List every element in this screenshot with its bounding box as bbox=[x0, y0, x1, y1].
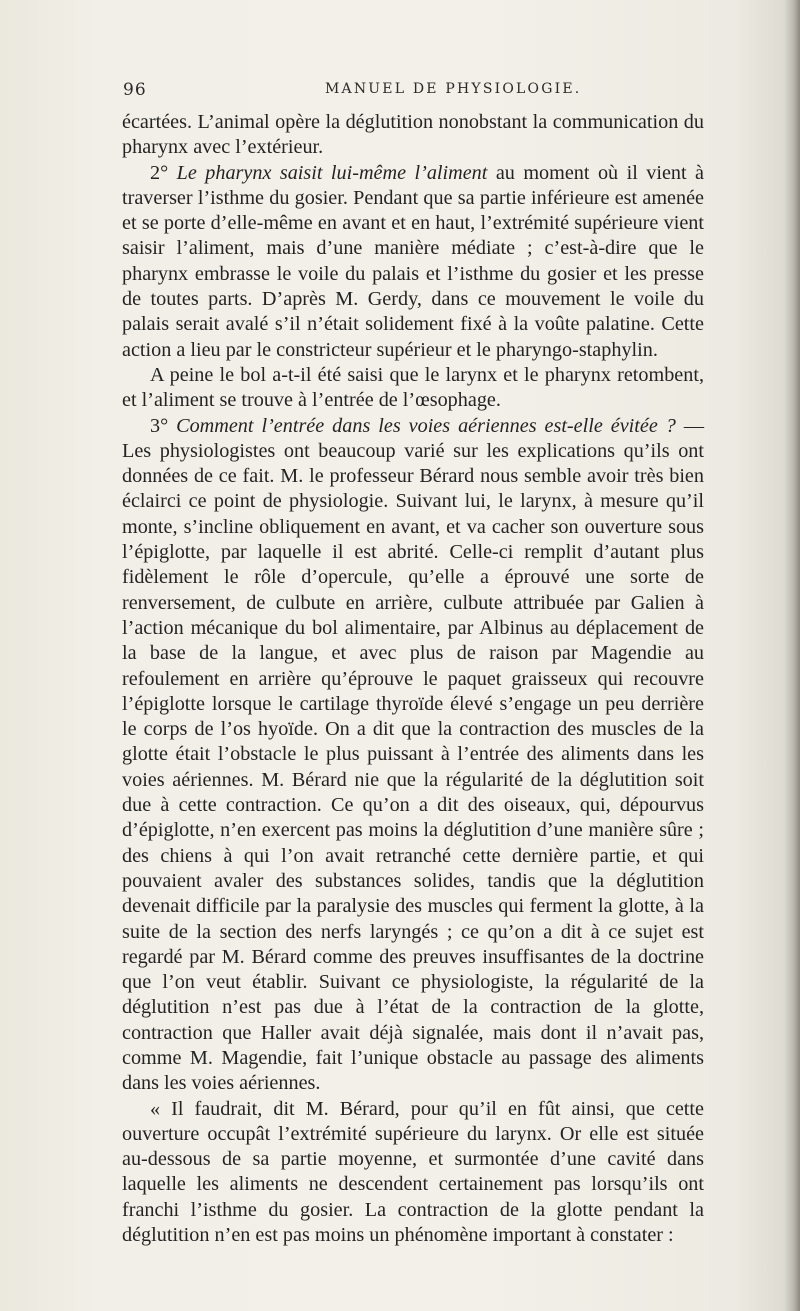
body-text bbox=[122, 110, 704, 1248]
paragraph-2-text: au moment où il vient à traverser l’isthme du gosier. Pendant que sa partie inférieure est amenée et se porte d’elle-même en avant et en haut, l’extrémité supérieure vient saisir l’aliment, mais d’une manière médiate ; c’est-à-dire que le pharynx embrasse le voile du palais et l’isthme du gosier et les presse de toutes parts. D’après M. Gerdy, dans ce mouvement le voile du palais serait avalé s’il n’était solidement fixé à la voûte palatine. Cette action a lieu par le constricteur supérieur et le pharyngo-staphylin. bbox=[122, 161, 705, 361]
paragraph-4 bbox=[122, 414, 704, 1097]
paragraph-4-text: — Les physiologistes ont beaucoup varié sur les explications qu’ils ont données de ce fait. M. le professeur Bérard nous semble avoir très bien éclairci ce point de physiologie. Suivant lui, le larynx, à mesure qu’il monte, s’incline obliquement en avant, et va cacher son ouverture sous l’épiglotte, par laquelle il est abrité. Celle-ci remplit d’autant plus fidèlement le rôle d’opercule, qu’elle a éprouvé une sorte de renversement, de culbute en arrière, culbute attribuée par Galien à l’action mécanique du bol alimentaire, par Albinus au déplacement de la base de la langue, et avec plus de raison par Magendie au refoulement en arrière qu’éprouve le paquet graisseux qui recouvre l’épiglotte lorsque le cartilage thyroïde élevé s’engage un peu derrière le corps de l’os hyoïde. On a dit que la contraction des muscles de la glotte était l’obstacle le plus puissant à l’entrée des aliments dans les voies aériennes. M. Bérard nie que la régularité de la déglutition soit due à cette contraction. Ce qu’on a dit des oiseaux, qui, dépourvus d’épiglotte, n’en exercent pas moins la déglutition d’une manière sûre ; des chiens à qui l’on avait retranché cette dernière partie, et qui pouvaient avaler des substances solides, tandis que la déglutition devenait difficile par la paralysie des muscles qui ferment la glotte, à la suite de la section des nerfs laryngés ; ce qu’on a dit à ce sujet est regardé par M. Bérard comme des preuves insuffisantes de la doctrine que l’on veut établir. Suivant ce physiologiste, la régularité de la déglutition n’est pas due à l’état de la contraction de la glotte, contraction que Haller avait déjà signalée, mais dont il n’avait pas, comme M. Magendie, fait l’unique obstacle au passage des aliments dans les voies aériennes. bbox=[122, 414, 704, 1095]
running-title: MANUEL DE PHYSIOLOGIE. bbox=[325, 81, 582, 97]
item-number-3: 3° bbox=[150, 414, 169, 437]
paragraph-2-heading: Le pharynx saisit lui-même l’aliment bbox=[176, 161, 488, 184]
item-number-2: 2° bbox=[150, 161, 169, 184]
paragraph-3: A peine le bol a-t-il été saisi que le larynx et le pharynx retombent, et l’aliment se trouve à l’entrée de l’œsophage. bbox=[122, 363, 704, 412]
paragraph-2 bbox=[122, 161, 704, 363]
running-head bbox=[0, 80, 800, 110]
paragraph-5: « Il faudrait, dit M. Bérard, pour qu’il en fût ainsi, que cette ouverture occupât l’extrémité supérieure du larynx. Or elle est située au-dessous de sa partie moyenne, et surmontée d’une cavité dans laquelle les aliments ne descendent certainement pas lorsqu’ils ont franchi l’isthme du gosier. La contraction de la glotte pendant la déglutition n’en est pas moins un phénomène important à constater : bbox=[122, 1097, 704, 1247]
paragraph-1: écartées. L’animal opère la déglutition nonobstant la communication du pharynx avec l’extérieur. bbox=[122, 111, 704, 159]
paragraph-4-heading: Comment l’entrée dans les voies aériennes est-elle évitée ? bbox=[176, 414, 676, 437]
page-number: 96 bbox=[123, 80, 147, 100]
page-edge-shadow bbox=[784, 0, 800, 1311]
